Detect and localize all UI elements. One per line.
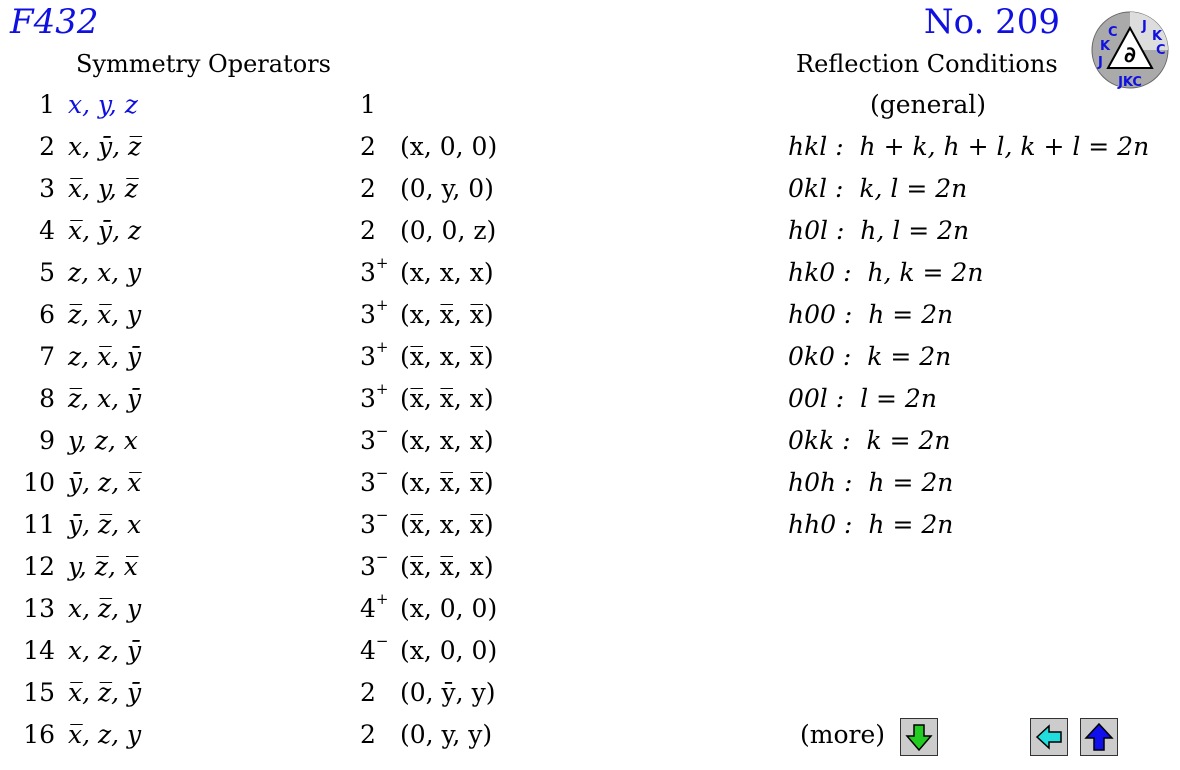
symop-row (0, 380, 780, 426)
symop-number: 10 (23, 468, 55, 497)
reflection-condition-row (788, 132, 1149, 161)
left-arrow-icon (1034, 722, 1064, 752)
symmetry-operators-heading: Symmetry Operators (76, 50, 331, 78)
symop-location: (x, 0, 0) (400, 636, 498, 665)
symop-number: 4 (39, 216, 55, 245)
reflection-indices: h0l : (788, 216, 845, 245)
reflection-condition: k, l = 2n (859, 174, 968, 203)
symop-coordinates: z̅, x, ȳ (68, 384, 142, 413)
symop-location: (x, x̅, x̅) (400, 300, 494, 329)
symop-number: 14 (23, 636, 55, 665)
symop-coordinates: x, z̅, y (68, 594, 142, 623)
reflection-indices: h0h : (788, 468, 853, 497)
symop-symbol: 2 (360, 720, 376, 749)
reflection-condition-row (788, 426, 950, 455)
symop-row (0, 720, 780, 762)
symop-location: (x, x, x) (400, 426, 494, 455)
reflection-condition: h, k = 2n (867, 258, 984, 287)
reflection-condition-row (788, 468, 953, 497)
symop-symbol: 3− (360, 422, 389, 455)
reflection-condition-row (788, 342, 951, 371)
symop-symbol: 3+ (360, 254, 389, 287)
down-arrow-icon (904, 722, 934, 752)
symop-number: 6 (39, 300, 55, 329)
symop-coordinates: ȳ, z, x̅ (68, 468, 142, 497)
reflection-indices: hkl : (788, 132, 844, 161)
symop-row (0, 296, 780, 342)
symop-coordinates: x, ȳ, z̅ (68, 132, 142, 161)
symop-coordinates: x̅, ȳ, z (68, 216, 142, 245)
symop-number: 11 (23, 510, 55, 539)
space-group-number: No. 209 (923, 2, 1060, 42)
symop-row (0, 422, 780, 468)
reflection-indices: hh0 : (788, 510, 853, 539)
reflection-indices: h00 : (788, 300, 853, 329)
symop-coordinates: x̅, z̅, ȳ (68, 678, 142, 707)
symop-symbol: 1 (360, 90, 376, 119)
space-group-symbol: F432 (10, 2, 99, 42)
symop-row (0, 254, 780, 300)
symop-coordinates: z, x̅, ȳ (68, 342, 142, 371)
symop-row (0, 216, 780, 258)
more-link[interactable]: (more) (800, 720, 886, 749)
symop-row (0, 90, 780, 132)
symop-row (0, 506, 780, 552)
reflection-condition-row (788, 300, 953, 329)
symop-number: 9 (39, 426, 55, 455)
symop-number: 16 (23, 720, 55, 749)
symop-coordinates[interactable]: x, y, z (68, 90, 138, 119)
symop-location: (x, x, x) (400, 258, 494, 287)
more-down-button[interactable] (900, 718, 938, 756)
symop-location: (0, y, 0) (400, 174, 494, 203)
symop-symbol: 2 (360, 174, 376, 203)
previous-button[interactable] (1030, 718, 1068, 756)
symop-number: 5 (39, 258, 55, 287)
symop-symbol: 3+ (360, 380, 389, 413)
symop-coordinates: z, x, y (68, 258, 142, 287)
reflection-condition: h = 2n (868, 300, 954, 329)
svg-text:J: J (1098, 55, 1103, 70)
reflection-condition: h = 2n (868, 510, 954, 539)
symop-location: (x̅, x, x̅) (400, 342, 494, 371)
symop-symbol: 4− (360, 632, 389, 665)
symop-coordinates: x̅, y, z̅ (68, 174, 138, 203)
svg-text:K: K (1100, 39, 1111, 54)
symop-row (0, 632, 780, 678)
symop-coordinates: y, z̅, x̅ (68, 552, 138, 581)
reflection-indices: 0k0 : (788, 342, 852, 371)
reflection-condition: h + k, h + l, k + l = 2n (859, 132, 1150, 161)
reflection-indices: 0kl : (788, 174, 844, 203)
symop-row (0, 132, 780, 174)
svg-text:JKC: JKC (1118, 75, 1142, 90)
symop-symbol: 3+ (360, 338, 389, 371)
symop-symbol: 3+ (360, 296, 389, 329)
symop-coordinates: x̅, z, y (68, 720, 142, 749)
symop-symbol: 3− (360, 548, 389, 581)
symop-location: (x̅, x̅, x) (400, 384, 494, 413)
symop-row (0, 338, 780, 384)
symop-coordinates: x, z, ȳ (68, 636, 142, 665)
reflection-condition: h, l = 2n (860, 216, 970, 245)
symop-number: 8 (39, 384, 55, 413)
symop-location: (0, y, y) (400, 720, 493, 749)
symop-row (0, 548, 780, 594)
reflection-indices: 0kk : (788, 426, 851, 455)
symop-location: (x̅, x̅, x) (400, 552, 494, 581)
symop-symbol: 3− (360, 506, 389, 539)
symop-row (0, 678, 780, 720)
symop-number: 12 (23, 552, 55, 581)
svg-text:K: K (1152, 29, 1163, 44)
symop-location: (x̅, x, x̅) (400, 510, 494, 539)
symop-row (0, 174, 780, 216)
reflection-condition-row (788, 384, 937, 413)
general-label: (general) (870, 90, 987, 119)
top-button[interactable] (1080, 718, 1118, 756)
symop-number: 15 (23, 678, 55, 707)
symop-symbol: 4+ (360, 590, 389, 623)
reflection-condition: l = 2n (860, 384, 937, 413)
symop-number: 3 (39, 174, 55, 203)
reflection-indices: hk0 : (788, 258, 852, 287)
reflection-condition: h = 2n (868, 468, 954, 497)
up-arrow-icon (1084, 722, 1114, 752)
symop-row (0, 590, 780, 636)
symop-symbol: 3− (360, 464, 389, 497)
reflection-condition-row (788, 216, 969, 245)
symop-coordinates: y, z, x (68, 426, 138, 455)
symop-location: (x, 0, 0) (400, 594, 498, 623)
reflection-conditions-heading: Reflection Conditions (796, 50, 1058, 78)
reflection-condition: k = 2n (866, 426, 951, 455)
symop-number: 2 (39, 132, 55, 161)
symop-coordinates: ȳ, z̅, x (68, 510, 142, 539)
symop-location: (x, 0, 0) (400, 132, 498, 161)
symop-symbol: 2 (360, 216, 376, 245)
symop-coordinates: z̅, x̅, y (68, 300, 142, 329)
reflection-indices: 00l : (788, 384, 845, 413)
reflection-condition-row (788, 258, 983, 287)
svg-text:J: J (1142, 19, 1147, 34)
svg-text:C: C (1156, 43, 1166, 58)
reflection-condition-row (788, 510, 953, 539)
reflection-condition-row (788, 174, 967, 203)
symop-symbol: 2 (360, 132, 376, 161)
symop-location: (0, ȳ, y) (400, 678, 496, 707)
svg-text:∂: ∂ (1124, 43, 1136, 68)
symop-location: (0, 0, z) (400, 216, 497, 245)
reflection-condition: k = 2n (867, 342, 952, 371)
symop-row (0, 464, 780, 510)
symop-location: (x, x̅, x̅) (400, 468, 494, 497)
symop-number: 7 (39, 342, 55, 371)
symop-number: 1 (39, 90, 55, 119)
symop-symbol: 2 (360, 678, 376, 707)
symop-number: 13 (23, 594, 55, 623)
jkc-logo[interactable] (1090, 10, 1170, 90)
svg-text:C: C (1108, 25, 1118, 40)
